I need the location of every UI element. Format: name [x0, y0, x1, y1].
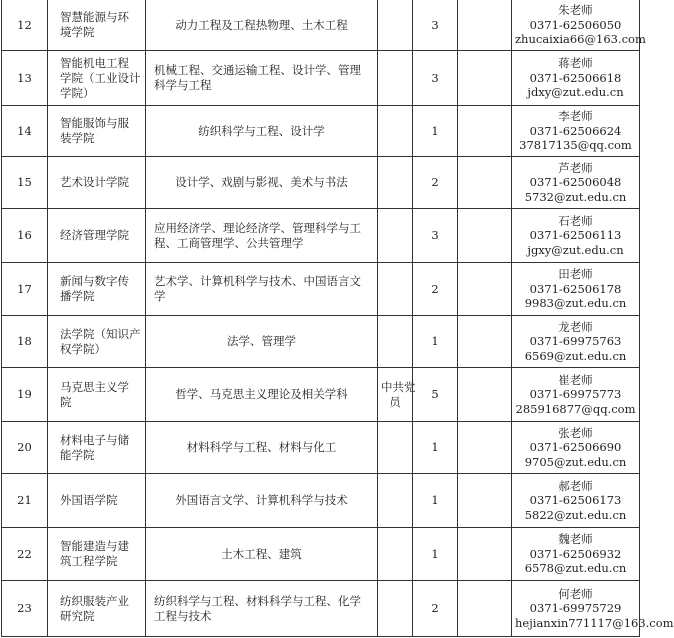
requirement	[378, 581, 413, 637]
hiring-count: 1	[413, 316, 458, 368]
contact-email: 9705@zut.edu.cn	[524, 454, 627, 469]
row-number: 12	[2, 0, 48, 51]
row-number: 14	[2, 106, 48, 157]
contact-phone: 0371-62506624	[529, 123, 622, 138]
table-row	[2, 474, 640, 528]
requirement	[378, 51, 413, 106]
table-row	[2, 106, 640, 157]
college-name: 纺织服装产业 研究院	[48, 581, 146, 637]
contact-info	[512, 106, 640, 157]
contact-info	[512, 209, 640, 263]
contact-email: 285916877@qq.com	[515, 401, 636, 416]
table-row	[2, 528, 640, 581]
contact-info	[512, 422, 640, 474]
college-name: 新闻与数字传 播学院	[48, 263, 146, 316]
hiring-count: 5	[413, 368, 458, 422]
contact-name: 崔老师	[558, 372, 593, 387]
row-number: 15	[2, 157, 48, 209]
contact-phone: 0371-69975763	[529, 334, 622, 349]
row-number: 20	[2, 422, 48, 474]
row-number: 16	[2, 209, 48, 263]
empty-cell	[458, 106, 512, 157]
required-majors: 哲学、马克思主义理论及相关学科	[146, 368, 378, 422]
recruitment-table	[1, 0, 674, 637]
empty-cell	[458, 368, 512, 422]
hiring-count: 3	[413, 209, 458, 263]
contact-info	[512, 316, 640, 368]
empty-cell	[458, 51, 512, 106]
hiring-count: 1	[413, 474, 458, 528]
empty-cell	[458, 316, 512, 368]
table-row	[2, 0, 640, 51]
contact-name: 田老师	[558, 267, 593, 282]
table-row	[2, 422, 640, 474]
empty-cell	[458, 209, 512, 263]
empty-cell	[458, 528, 512, 581]
college-name: 材料电子与储 能学院	[48, 422, 146, 474]
college-name: 智慧能源与环 境学院	[48, 0, 146, 51]
contact-info	[512, 474, 640, 528]
contact-name: 何老师	[558, 586, 593, 601]
requirement	[378, 209, 413, 263]
table-row	[2, 51, 640, 106]
contact-phone: 0371-62506178	[529, 281, 622, 296]
hiring-count: 2	[413, 157, 458, 209]
contact-email: 6569@zut.edu.cn	[524, 348, 627, 363]
contact-email: 5732@zut.edu.cn	[524, 189, 627, 204]
requirement	[378, 0, 413, 51]
contact-name: 石老师	[558, 213, 593, 228]
required-majors: 艺术学、计算机科学与技术、中国语言文 学	[146, 263, 378, 316]
empty-cell	[458, 581, 512, 637]
contact-email: zhucaixia66@163.com	[515, 32, 646, 47]
table-row	[2, 209, 640, 263]
hiring-count: 3	[413, 0, 458, 51]
contact-name: 李老师	[558, 109, 593, 124]
contact-phone: 0371-62506618	[529, 70, 622, 85]
requirement	[378, 157, 413, 209]
required-majors: 机械工程、交通运输工程、设计学、管理 科学与工程	[146, 51, 378, 106]
contact-email: hejianxin771117@163.com	[515, 615, 674, 630]
hiring-count: 1	[413, 528, 458, 581]
contact-email: 6578@zut.edu.cn	[524, 561, 627, 576]
college-name: 智能建造与建 筑工程学院	[48, 528, 146, 581]
contact-phone: 0371-62506048	[529, 175, 622, 190]
requirement: 中共党 员	[378, 368, 413, 422]
hiring-count: 1	[413, 106, 458, 157]
empty-cell	[458, 157, 512, 209]
required-majors: 设计学、戏剧与影视、美术与书法	[146, 157, 378, 209]
hiring-count: 3	[413, 51, 458, 106]
required-majors: 纺织科学与工程、设计学	[146, 106, 378, 157]
contact-name: 魏老师	[558, 532, 593, 547]
contact-email: jdxy@zut.edu.cn	[527, 85, 624, 100]
table-row	[2, 263, 640, 316]
contact-name: 蒋老师	[558, 56, 593, 71]
required-majors: 纺织科学与工程、材料科学与工程、化学 工程与技术	[146, 581, 378, 637]
table-row	[2, 316, 640, 368]
contact-info	[512, 368, 640, 422]
empty-cell	[458, 0, 512, 51]
contact-name: 朱老师	[558, 3, 593, 18]
contact-phone: 0371-62506050	[529, 17, 622, 32]
contact-email: 9983@zut.edu.cn	[524, 296, 627, 311]
row-number: 18	[2, 316, 48, 368]
college-name: 智能机电工程 学院（工业设计 学院）	[48, 51, 146, 106]
contact-info	[512, 157, 640, 209]
contact-name: 龙老师	[558, 319, 593, 334]
college-name: 法学院（知识产 权学院）	[48, 316, 146, 368]
contact-phone: 0371-69975729	[529, 601, 622, 616]
contact-name: 郝老师	[558, 478, 593, 493]
required-majors: 土木工程、建筑	[146, 528, 378, 581]
contact-phone: 0371-62506690	[529, 440, 622, 455]
college-name: 艺术设计学院	[48, 157, 146, 209]
college-name: 马克思主义学 院	[48, 368, 146, 422]
contact-info	[512, 51, 640, 106]
requirement	[378, 422, 413, 474]
required-majors: 应用经济学、理论经济学、管理科学与工 程、工商管理学、公共管理学	[146, 209, 378, 263]
row-number: 17	[2, 263, 48, 316]
row-number: 22	[2, 528, 48, 581]
contact-email: jgxy@zut.edu.cn	[527, 242, 624, 257]
required-majors: 外国语言文学、计算机科学与技术	[146, 474, 378, 528]
hiring-count: 2	[413, 581, 458, 637]
row-number: 19	[2, 368, 48, 422]
required-majors: 材料科学与工程、材料与化工	[146, 422, 378, 474]
contact-name: 芦老师	[558, 160, 593, 175]
contact-email: 5822@zut.edu.cn	[524, 507, 627, 522]
hiring-count: 1	[413, 422, 458, 474]
contact-info	[512, 0, 646, 51]
contact-info	[512, 263, 640, 316]
required-majors: 动力工程及工程热物理、土木工程	[146, 0, 378, 51]
contact-phone: 0371-62506113	[529, 228, 622, 243]
contact-info	[512, 528, 640, 581]
requirement	[378, 263, 413, 316]
requirement	[378, 106, 413, 157]
table-row	[2, 157, 640, 209]
required-majors: 法学、管理学	[146, 316, 378, 368]
requirement	[378, 474, 413, 528]
contact-phone: 0371-62506173	[529, 493, 622, 508]
empty-cell	[458, 422, 512, 474]
row-number: 13	[2, 51, 48, 106]
contact-phone: 0371-69975773	[529, 387, 622, 402]
contact-phone: 0371-62506932	[529, 546, 622, 561]
hiring-count: 2	[413, 263, 458, 316]
requirement	[378, 316, 413, 368]
contact-name: 张老师	[558, 425, 593, 440]
table-row	[2, 581, 640, 637]
college-name: 经济管理学院	[48, 209, 146, 263]
requirement	[378, 528, 413, 581]
contact-info	[512, 581, 674, 637]
contact-email: 37817135@qq.com	[519, 138, 632, 153]
college-name: 智能服饰与服 装学院	[48, 106, 146, 157]
empty-cell	[458, 263, 512, 316]
college-name: 外国语学院	[48, 474, 146, 528]
table-row	[2, 368, 640, 422]
row-number: 23	[2, 581, 48, 637]
empty-cell	[458, 474, 512, 528]
row-number: 21	[2, 474, 48, 528]
